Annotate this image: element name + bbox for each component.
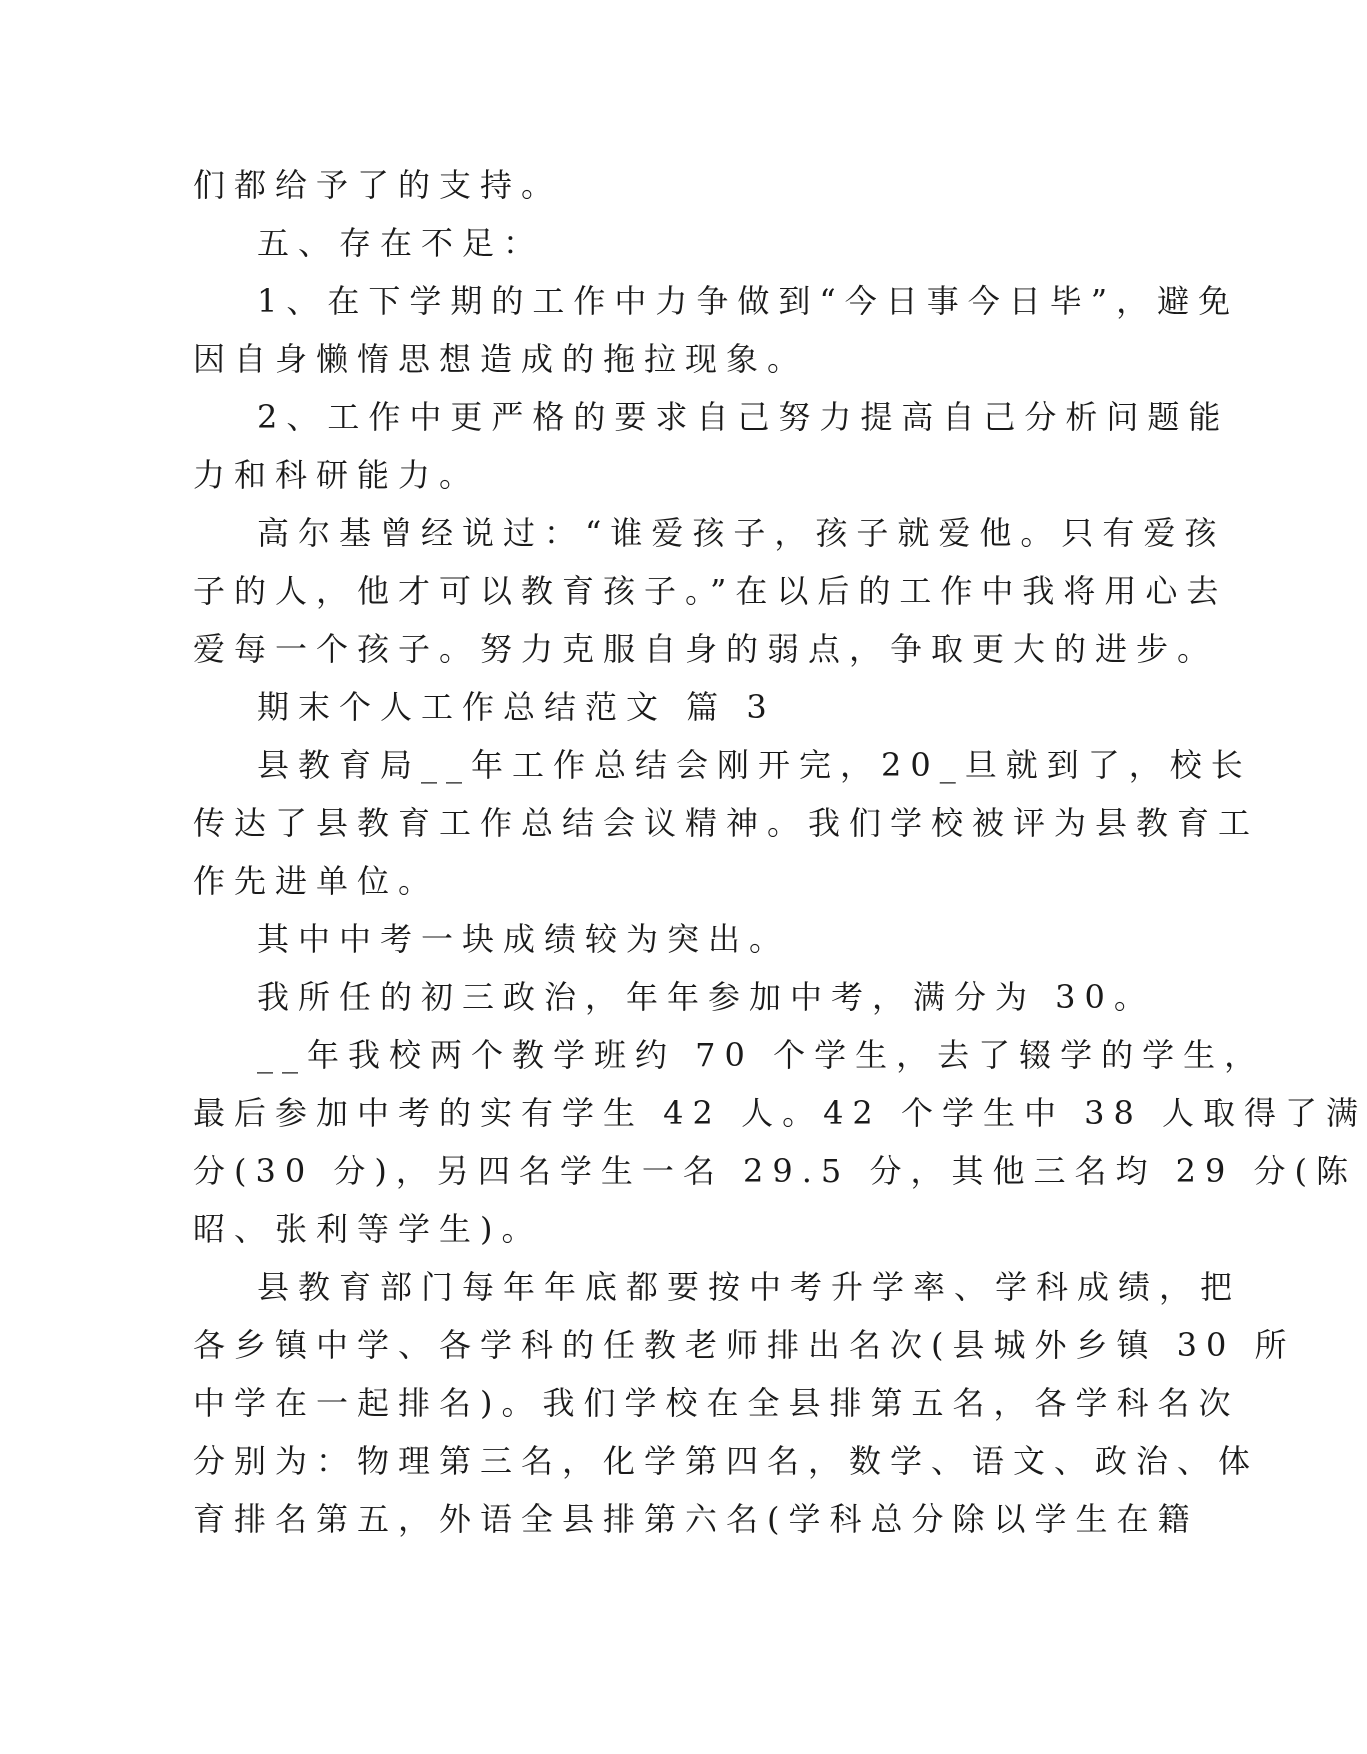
section-heading: 五、存在不足： (257, 224, 545, 262)
document-body (193, 156, 1367, 1548)
text-line: 1、在下学期的工作中力争做到“今日事今日毕”，避免 (257, 282, 1240, 320)
text-line: 子的人，他才可以教育孩子。”在以后的工作中我将用心去 (193, 572, 1228, 610)
text-line: 县教育局__年工作总结会刚开完，20_旦就到了，校长 (257, 746, 1252, 784)
text-line: 我所任的初三政治，年年参加中考，满分为 30。 (257, 978, 1155, 1016)
text-line: 各乡镇中学、各学科的任教老师排出名次(县城外乡镇 30 所 (193, 1326, 1296, 1364)
text-line: 们都给予了的支持。 (193, 166, 563, 204)
text-line: 爱每一个孩子。努力克服自身的弱点，争取更大的进步。 (193, 630, 1219, 668)
article-title: 期末个人工作总结范文 篇 3 (257, 688, 776, 726)
text-line: 高尔基曾经说过：“谁爱孩子，孩子就爱他。只有爱孩 (257, 514, 1226, 552)
text-line: 育排名第五，外语全县排第六名(学科总分除以学生在籍 (193, 1500, 1199, 1538)
text-line: 其中中考一块成绩较为突出。 (257, 920, 791, 958)
text-line: 中学在一起排名)。我们学校在全县排第五名，各学科名次 (193, 1384, 1240, 1422)
text-line: 作先进单位。 (193, 862, 440, 900)
text-line: 因自身懒惰思想造成的拖拉现象。 (193, 340, 809, 378)
text-line: 分(30 分)，另四名学生一名 29.5 分，其他三名均 29 分(陈 (193, 1152, 1358, 1190)
text-line: 2、工作中更严格的要求自己努力提高自己分析问题能 (257, 398, 1230, 436)
text-line: 分别为：物理第三名，化学第四名，数学、语文、政治、体 (193, 1442, 1260, 1480)
text-line: 最后参加中考的实有学生 42 人。42 个学生中 38 人取得了满 (193, 1094, 1367, 1132)
text-line: 县教育部门每年年底都要按中考升学率、学科成绩，把 (257, 1268, 1242, 1306)
text-line: 传达了县教育工作总结会议精神。我们学校被评为县教育工 (193, 804, 1260, 842)
text-line: __年我校两个教学班约 70 个学生，去了辍学的学生， (257, 1036, 1266, 1074)
text-line: 力和科研能力。 (193, 456, 481, 494)
text-line: 昭、张利等学生)。 (193, 1210, 543, 1248)
